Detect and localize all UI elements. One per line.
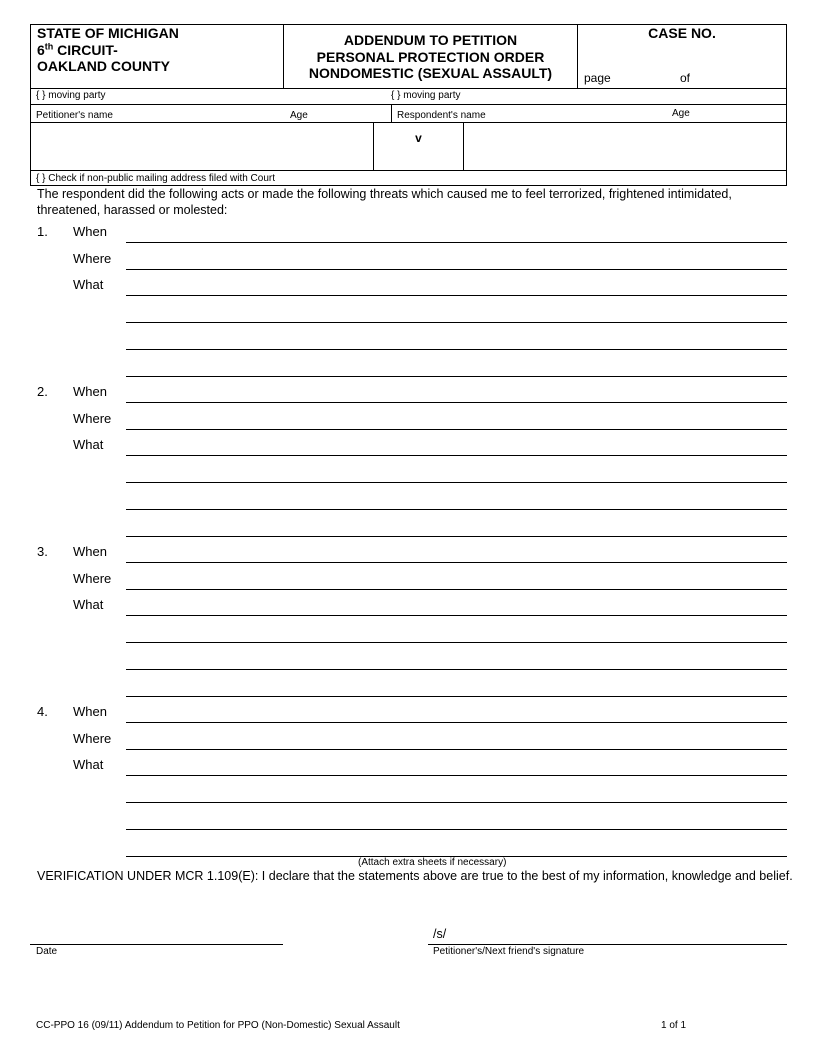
petitioner-name-field[interactable] — [31, 123, 373, 170]
petitioner-age-label: Age — [290, 110, 308, 121]
statement-text: The respondent did the following acts or made the following threats which caused me to feel terrorized, frightened intimidated, threatened, harassed or molested: — [37, 187, 732, 217]
respondent-age-label: Age — [672, 108, 690, 119]
incident-answer-line[interactable] — [126, 402, 787, 403]
respondent-name-field[interactable] — [464, 123, 786, 170]
incident-where-label: Where — [73, 250, 112, 266]
incident-what-label: What — [73, 277, 104, 293]
incident-answer-line[interactable] — [126, 802, 787, 803]
incident-answer-line[interactable] — [126, 429, 787, 430]
incident-answer-line[interactable] — [126, 615, 787, 616]
incident-answer-line[interactable] — [126, 829, 787, 830]
verification-statement: VERIFICATION UNDER MCR 1.109(E): I declare that the statements above are true to the best of my information, knowledge and belief. — [37, 869, 793, 883]
case-no-label: CASE NO. — [648, 25, 716, 41]
incident-what-label: What — [73, 437, 104, 453]
respondent-moving-party[interactable]: { } moving party — [391, 90, 461, 101]
incident-answer-line[interactable] — [126, 696, 787, 697]
form-title: ADDENDUM TO PETITION PERSONAL PROTECTION ORDER NONDOMESTIC (SEXUAL ASSAULT) — [308, 32, 553, 81]
court-state: STATE OF MICHIGAN — [37, 25, 179, 41]
incident-answer-line[interactable] — [126, 669, 787, 670]
versus-left-border — [373, 122, 374, 170]
names-bottom-border — [30, 170, 787, 171]
incident-what-label: What — [73, 757, 104, 773]
form-right-border — [786, 24, 787, 186]
incident-where-label: Where — [73, 730, 112, 746]
incident-where-label: Where — [73, 570, 112, 586]
incident-answer-line[interactable] — [126, 376, 787, 377]
court-county: OAKLAND COUNTY — [37, 58, 170, 74]
incident-when-label: When — [73, 224, 107, 239]
incident-what-label: What — [73, 597, 104, 613]
incident-answer-line[interactable] — [126, 589, 787, 590]
petitioner-name-label: Petitioner's name — [36, 110, 113, 121]
incident-when-label: When — [73, 384, 107, 399]
incident-answer-line[interactable] — [126, 509, 787, 510]
incident-number: 2. — [37, 384, 48, 399]
petitioner-moving-party[interactable]: { } moving party — [36, 90, 106, 101]
incident-when-label: When — [73, 704, 107, 719]
page-count: 1 of 1 — [661, 1020, 687, 1031]
versus-label: v — [415, 131, 422, 145]
incident-answer-line[interactable] — [126, 242, 787, 243]
attach-note: (Attach extra sheets if necessary) — [358, 857, 507, 868]
incident-answer-line[interactable] — [126, 749, 787, 750]
incident-answer-line[interactable] — [126, 722, 787, 723]
form-id: CC-PPO 16 (09/11) Addendum to Petition for PPO (Non-Domestic) Sexual Assault — [36, 1020, 400, 1031]
incident-answer-line[interactable] — [126, 322, 787, 323]
incident-answer-line[interactable] — [126, 269, 787, 270]
header-bottom-border — [30, 88, 787, 89]
signature-value[interactable]: /s/ — [433, 927, 447, 941]
incident-answer-line[interactable] — [126, 775, 787, 776]
court-circuit: 6th CIRCUIT- — [37, 40, 118, 58]
signature-label: Petitioner's/Next friend's signature — [433, 946, 585, 957]
court-name — [37, 25, 179, 75]
moving-party-divider — [30, 104, 787, 105]
date-line[interactable] — [30, 944, 283, 945]
incident-answer-line[interactable] — [126, 349, 787, 350]
labels-divider — [391, 104, 392, 122]
date-label: Date — [36, 946, 58, 957]
incident-answer-line[interactable] — [126, 482, 787, 483]
incident-answer-line[interactable] — [126, 295, 787, 296]
signature-line[interactable] — [428, 944, 787, 945]
incident-number: 1. — [37, 224, 48, 239]
incident-number: 3. — [37, 544, 48, 559]
incident-number: 4. — [37, 704, 48, 719]
incident-answer-line[interactable] — [126, 455, 787, 456]
incident-answer-line[interactable] — [126, 642, 787, 643]
incident-answer-line[interactable] — [126, 536, 787, 537]
incident-when-label: When — [73, 544, 107, 559]
incident-where-label: Where — [73, 410, 112, 426]
page-label: page — [584, 71, 611, 85]
nonpublic-address-checkbox[interactable]: { } Check if non-public mailing address filed with Court — [36, 173, 276, 184]
incident-answer-line[interactable] — [126, 562, 787, 563]
respondent-name-label: Respondent's name — [397, 110, 486, 121]
of-label: of — [680, 71, 691, 85]
